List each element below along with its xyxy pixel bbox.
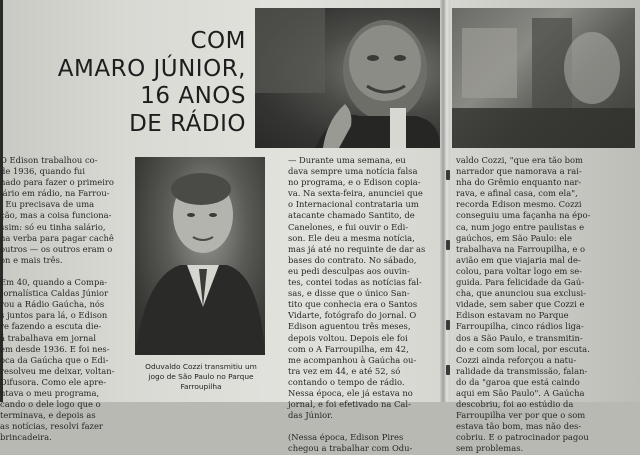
binding-mark: [446, 240, 450, 250]
text-line: das Júnior.: [288, 410, 333, 421]
text-line: [288, 421, 440, 432]
text-line: estava tão bom, mas não des-: [456, 421, 582, 432]
text-line: oca da Gaúcha que o Edi-: [0, 354, 109, 365]
text-line: contando o tempo de rádio.: [288, 376, 405, 387]
text-line: atacante chamado Santito, de: [288, 210, 415, 221]
text-line: me acompanhou à Gaúcha ou-: [288, 354, 417, 365]
text-line: sem problemas.: [456, 443, 524, 454]
article-column-3: [456, 155, 640, 455]
text-line: O Edison trabalhou co-: [0, 155, 98, 165]
photo-oduvaldo-cozzi: [135, 157, 265, 355]
text-line: as notícias, resolvi fazer: [0, 421, 103, 432]
text-line: bases do contrato. No sábado,: [288, 254, 417, 265]
text-line: ralidade da transmissão, falan-: [456, 365, 588, 376]
article-column-1: [0, 155, 126, 443]
text-line: mas já até no requinte de dar as: [288, 243, 426, 254]
text-line: va. Na sexta-feira, anunciei que: [288, 188, 423, 199]
text-line: gaúchos, em São Paulo: ele: [456, 232, 572, 243]
text-line: á trabalhava em jornal: [0, 332, 97, 343]
text-line: conseguiu uma façanha na épo-: [456, 210, 591, 221]
text-line: cha, que anunciou sua exclusi-: [456, 288, 587, 299]
text-line: ca, num jogo entre paulistas e: [456, 221, 585, 232]
text-line: dos a São Paulo, e transmitin-: [456, 332, 583, 343]
page-fold: [440, 0, 450, 402]
text-line: Edison aguentou três meses,: [288, 321, 411, 332]
text-line: em desde 1936. E foi nes-: [0, 343, 110, 354]
binding-mark: [446, 320, 450, 330]
text-line: depois voltou. Depois ele foi: [288, 332, 408, 343]
text-line: Difusora. Como ele apre-: [0, 376, 107, 387]
text-line: [0, 266, 126, 277]
headline-line: COM: [190, 28, 246, 54]
text-line: outros — os outros eram o: [0, 243, 113, 254]
text-line: sas, e disse que o único San-: [288, 288, 410, 299]
article-column-2: [288, 155, 440, 455]
text-line: com o A Farroupilha, em 42,: [288, 343, 409, 354]
text-line: rou a Rádio Gaúcha, nós: [0, 299, 105, 310]
binding-mark: [446, 170, 450, 180]
text-line: tes, contei todas as notícias fal-: [288, 277, 422, 288]
text-line: de 1936, quando fui: [0, 166, 85, 177]
text-line: avião em que viajaria mal de-: [456, 254, 581, 265]
text-line: tito que conhecia era o Santos: [288, 299, 418, 310]
headline-line: DE RÁDIO: [129, 110, 246, 137]
text-line: Jornalística Caldas Júnior: [0, 288, 109, 299]
headline-line: AMARO JÚNIOR,: [57, 55, 246, 82]
text-line: Em 40, quando a Compa-: [0, 277, 108, 288]
text-line: resolveu me deixar, voltan-: [0, 365, 115, 376]
text-line: cando o dele logo que o: [0, 399, 101, 410]
text-line: valdo Cozzi, "que era tão bom: [456, 155, 583, 165]
text-line: — Durante uma semana, eu: [288, 155, 406, 165]
text-line: nha do Grêmio enquanto nar-: [456, 177, 582, 188]
text-line: . Eu precisava de uma: [0, 199, 95, 210]
text-line: iário em rádio, na Farrou-: [0, 188, 110, 199]
text-line: brincadeira.: [0, 432, 52, 443]
text-line: Vidarte, fotógrafo do jornal. O: [288, 310, 417, 321]
photo-studio: [452, 8, 635, 148]
caption-line: jogo de São Paulo no Parque: [148, 372, 254, 381]
text-line: ção, mas a coisa funciona-: [0, 210, 112, 221]
text-line: re fazendo a escuta die-: [0, 321, 102, 332]
text-line: trabalhava na Farroupilha, e o: [456, 243, 585, 254]
text-line: descobriu, foi ao estúdio da: [456, 399, 574, 410]
text-line: terminava, e depois as: [0, 410, 96, 421]
text-line: dava sempre uma notícia falsa: [288, 166, 418, 177]
text-line: eu pedi desculpas aos ouvin-: [288, 265, 410, 276]
caption-line: Farroupilha: [180, 382, 222, 391]
text-line: vidade, sem saber que Cozzi e: [456, 299, 585, 310]
text-line: ntava o meu programa,: [0, 387, 100, 398]
text-line: rava, e afinal casa, com ela",: [456, 188, 578, 199]
text-line: on e mais três.: [0, 254, 63, 265]
text-line: (Nessa época, Edison Pires: [288, 432, 404, 443]
text-line: tra vez em 44, e até 52, só: [288, 365, 401, 376]
photo-amaro-junior: [255, 8, 440, 148]
binding-mark: [446, 365, 450, 375]
caption-line: Oduvaldo Cozzi transmitiu um: [145, 362, 257, 371]
text-line: cobriu. E o patrocinador pagou: [456, 432, 589, 443]
text-line: s juntos para lá, o Edison: [0, 310, 108, 321]
text-line: do da "garoa que está caindo: [456, 376, 580, 387]
text-line: Farroupilha ver por que o som: [456, 410, 586, 421]
text-line: aqui em São Paulo". A Gaúcha: [456, 387, 585, 398]
text-line: Farroupilha, cinco rádios liga-: [456, 321, 584, 332]
text-line: narrador que namorava a rai-: [456, 166, 582, 177]
headline-line: 16 ANOS: [140, 83, 246, 109]
text-line: son. Ele deu a mesma notícia,: [288, 232, 415, 243]
text-line: colou, para voltar logo em se-: [456, 265, 583, 276]
text-line: chegou a trabalhar com Odu-: [288, 443, 413, 454]
text-line: o Internacional contrataria um: [288, 199, 419, 210]
text-line: Cozzi ainda reforçou a natu-: [456, 354, 577, 365]
text-line: guida. Para felicidade da Gaú-: [456, 277, 585, 288]
text-line: Edison estavam no Parque: [456, 310, 569, 321]
text-line: nado para fazer o primeiro: [0, 177, 114, 188]
text-line: no programa, e o Edison copia-: [288, 177, 421, 188]
text-line: recorda Edison mesmo. Cozzi: [456, 199, 582, 210]
text-line: Canelones, e fui ouvir o Edi-: [288, 221, 409, 232]
text-line: do e com som local, por escuta.: [456, 343, 590, 354]
photo-caption: [128, 362, 274, 392]
text-line: ssim: só eu tinha salário,: [0, 221, 106, 232]
text-line: jornal, e foi efetivado na Cal-: [288, 399, 411, 410]
text-line: Nessa época, ele já estava no: [288, 387, 413, 398]
headline: [28, 28, 246, 138]
text-line: na verba para pagar cachê: [0, 232, 114, 243]
